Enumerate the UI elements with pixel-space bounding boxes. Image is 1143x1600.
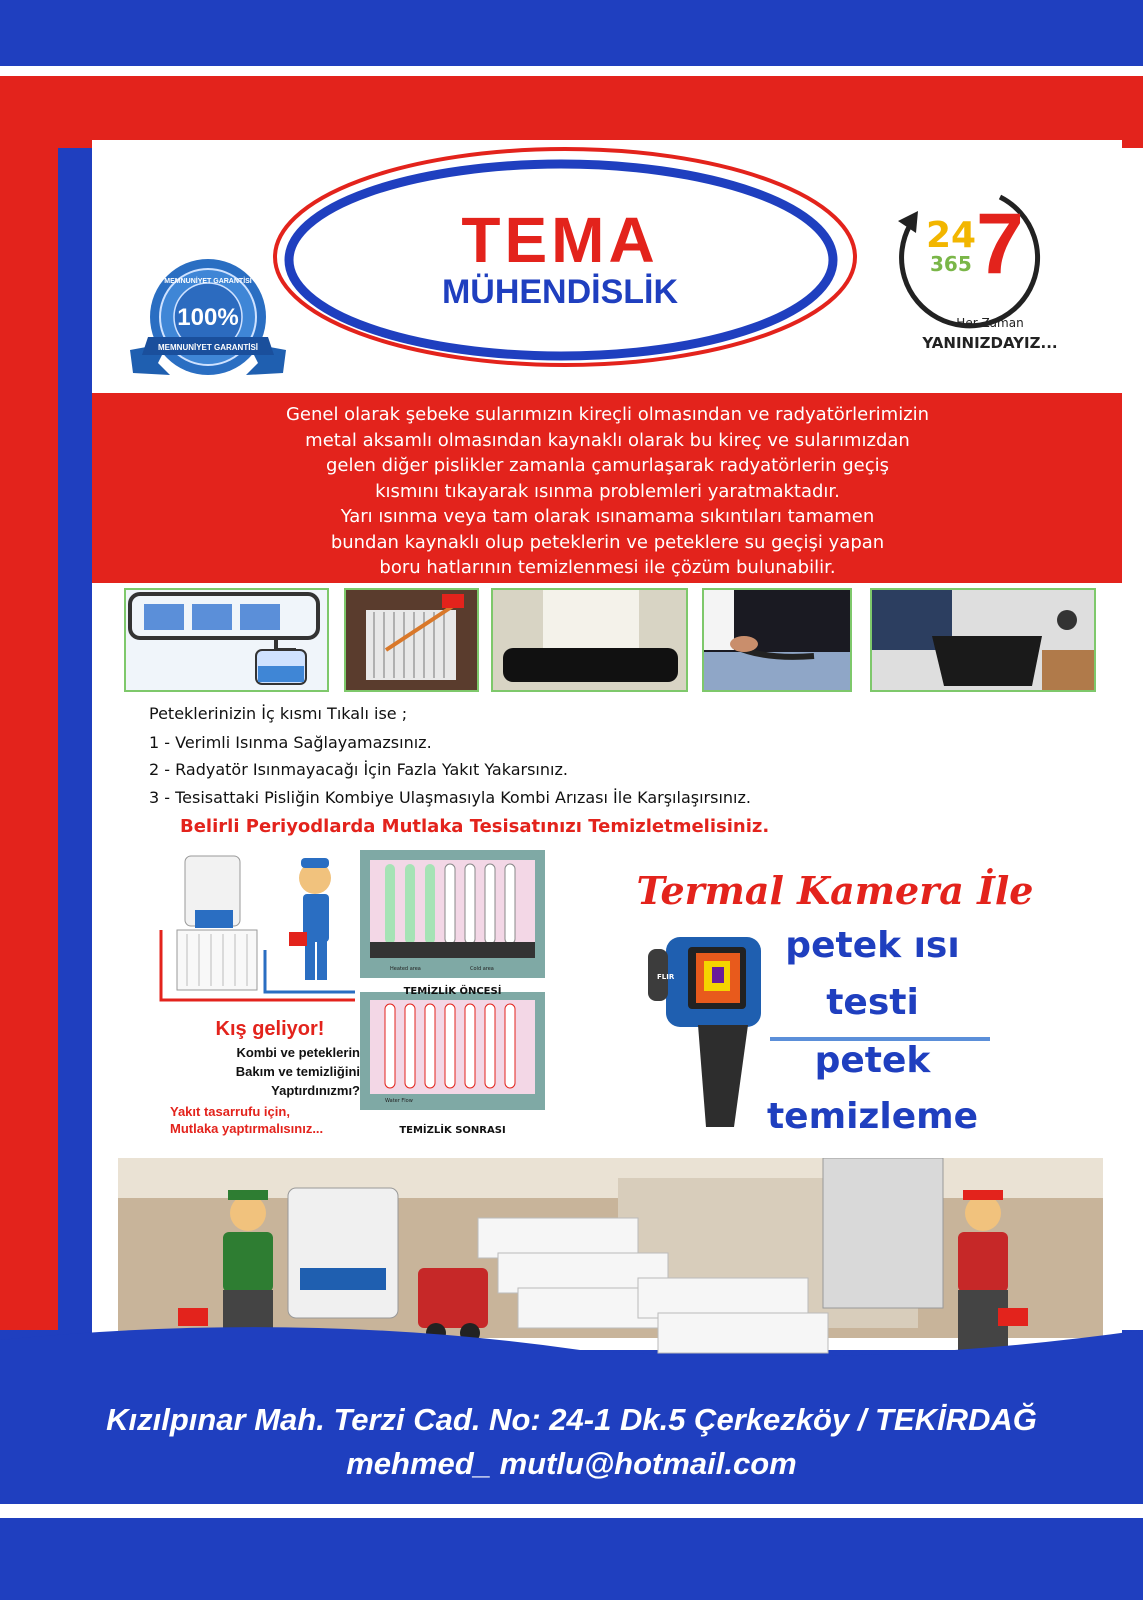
intro-line: bundan kaynaklı olup peteklerin ve peteklere su geçişi yapan [330, 531, 885, 553]
caption-before-cleaning: TEMİZLİK ÖNCESİ [403, 986, 502, 997]
clock-hours: 24 [926, 215, 977, 256]
satisfaction-badge-icon [128, 255, 288, 400]
brand-title: TEMA [461, 204, 659, 276]
intro-line: Genel olarak şebeke sularımızın kireçli olmasından ve radyatörlerimizin [285, 404, 930, 425]
winter-title: Kış geliyor! [215, 1018, 325, 1040]
system-diagram-icon [126, 590, 327, 690]
thermal-camera-icon [648, 935, 773, 1135]
bottom-white-line [0, 1504, 1143, 1518]
badge-percent: 100% [177, 304, 239, 331]
radiator-brush-icon [346, 590, 477, 690]
thermal-title: Termal Kamera İle [636, 868, 1034, 913]
intro-line: Yarı ısınma veya tam olarak ısınamama sıkıntıları tamamen [340, 506, 875, 527]
intro-line: metal aksamlı olmasından kaynaklı olarak bu kireç ve sularımızdan [305, 429, 910, 451]
winter-line: Yaptırdınızmı? [271, 1083, 360, 1098]
after-flow-label: Water Flow [385, 1098, 413, 1104]
top-blue-band [0, 0, 1143, 66]
problem-item: 1 - Verimli Isınma Sağlayamazsınız. [149, 733, 432, 752]
intro-paragraph [150, 402, 1065, 581]
camera-brand: FLIR [657, 973, 675, 981]
availability-small-text: Her Zaman [956, 316, 1024, 330]
intro-line: gelen diğer pislikler zamanla çamurlaşarak radyatörlerin geçiş [325, 455, 890, 476]
drain-hose-icon [704, 590, 850, 690]
contact-email[interactable]: mehmed_ mutlu@hotmail.com [346, 1446, 797, 1481]
intro-line: boru hatlarının temizlenmesi ile çözüm bulunabilir. [379, 557, 836, 578]
winter-red-line: Mutlaka yaptırmalısınız... [170, 1121, 324, 1136]
photo-clogged-radiator [491, 588, 688, 692]
intro-line: kısmını tıkayarak ısınma problemleri yaratmaktadır. [375, 480, 840, 502]
brand-subtitle: MÜHENDİSLİK [441, 273, 679, 311]
winter-red-line: Yakıt tasarrufu için, [170, 1104, 290, 1119]
photo-bucket-cleaning [870, 588, 1096, 692]
thermal-line-4: temizleme [766, 1096, 979, 1137]
caption-after-cleaning: TEMİZLİK SONRASI [399, 1125, 506, 1136]
clock-days: 365 [930, 252, 972, 276]
contact-address: Kızılpınar Mah. Terzi Cad. No: 24-1 Dk.5 Çerkezköy / TEKİRDAĞ [106, 1402, 1037, 1437]
bucket-cleaning-icon [872, 590, 1094, 690]
winter-line: Bakım ve temizliğini [235, 1064, 360, 1079]
left-blue-stripe [58, 148, 92, 1348]
problems-intro: Peteklerinizin İç kısmı Tıkalı ise ; [149, 704, 408, 723]
before-heated-label: Heated area [390, 966, 421, 972]
top-red-band [0, 76, 1143, 148]
badge-arc-text: MEMNUNİYET GARANTİSİ [164, 278, 252, 285]
bottom-wave-icon [0, 1310, 1143, 1370]
thermal-line-1: petek ısı [785, 925, 960, 966]
thermal-line-2: testi [826, 982, 919, 1023]
photo-radiator-brush [344, 588, 479, 692]
thermal-line-3: petek [814, 1040, 931, 1081]
clogged-radiator-icon [493, 590, 686, 690]
badge-ribbon-text: MEMNUNİYET GARANTİSİ [158, 343, 258, 352]
left-red-side [0, 76, 58, 1366]
before-cold-label: Cold area [470, 966, 494, 972]
clock-seven: 7 [976, 196, 1024, 292]
top-white-line [0, 66, 1143, 76]
availability-big-text: YANINIZDAYIZ... [922, 334, 1058, 352]
problem-item: 2 - Radyatör Isınmayacağı İçin Fazla Yakıt Yakarsınız. [149, 760, 568, 779]
photo-system-diagram [124, 588, 329, 692]
problem-item: 3 - Tesisattaki Pisliğin Kombiye Ulaşmasıyla Kombi Arızası İle Karşılaşırsınız. [149, 788, 751, 807]
photo-drain-hose [702, 588, 852, 692]
maintenance-warning: Belirli Periyodlarda Mutlaka Tesisatınızı Temizletmelisiniz. [180, 816, 770, 837]
winter-line: Kombi ve peteklerin [236, 1045, 360, 1060]
